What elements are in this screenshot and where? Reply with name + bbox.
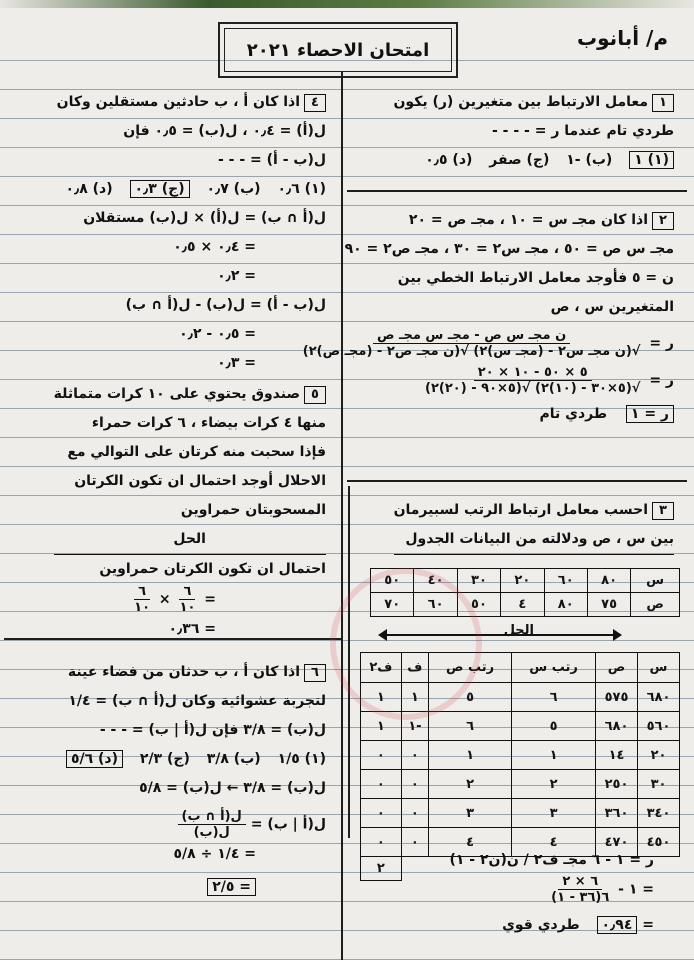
q3-row-x-label: س (631, 569, 680, 593)
sol-cell: ١ (401, 683, 428, 712)
q4-line1: اذا كان أ ، ب حادثين مستقلين وكان (56, 94, 300, 110)
q3-y-5: ٧٠ (371, 593, 414, 617)
sol-cell: ٢٠ (638, 741, 680, 770)
q1-option-b: (ب) -١ (566, 152, 613, 168)
q3-final-note: طردي قوي (502, 917, 580, 933)
sol-cell: ٥٧٥ (596, 683, 638, 712)
q5-frac-b (130, 584, 154, 615)
q4-option-d: (د) ٠٫٨ (65, 181, 113, 197)
q2-sub-numerator: ٥ × ٥٠ - ١٠ × ٢٠ (474, 365, 592, 381)
q6-option-d: (د) ٥/٦ (66, 750, 123, 768)
sol-cell: ١٤ (596, 741, 638, 770)
sol-cell: ٤ (512, 828, 596, 857)
q5-frac-b-num: ٦ (134, 584, 150, 600)
sol-cell: ١ (428, 741, 511, 770)
sol-cell: ٦ (428, 712, 511, 741)
sol-cell: ٠ (361, 828, 402, 857)
q2-formula (299, 328, 674, 359)
q3-y-3: ٥٠ (457, 593, 500, 617)
q6-step1: ل(ب) = ٣/٨ ← ل(ب) = ٥/٨ (139, 780, 326, 796)
sol-cell: ٠ (361, 770, 402, 799)
q6-step2-lhs: ل(أ | ب) = (250, 816, 326, 833)
top-photo-band (0, 0, 694, 8)
q6-line2: لتجربة عشوائية وكان ل(أ ∩ ب) = ١/٤ (68, 693, 326, 709)
sol-cell: ٣٠ (638, 770, 680, 799)
sol-cell: ٤٥٠ (638, 828, 680, 857)
sol-header-rank-y: رتب ص (428, 653, 511, 683)
q2-line1: اذا كان مجـ س = ١٠ ، مجـ ص = ٢٠ (408, 212, 648, 228)
q4-option-b: (ب) ٠٫٧ (206, 181, 261, 197)
faint-watermark-seal (330, 568, 482, 720)
q2-substitution (299, 365, 674, 396)
q3-step2-lhs: = ١ - (618, 881, 654, 898)
q1-number: ١ (652, 94, 674, 112)
q5-solution-label: الحل (54, 525, 326, 555)
q6-line3: ل(ب) = ٣/٨ فإن ل(أ | ب) = - - - (99, 722, 326, 738)
q4-option-a: (١) ٠٫٦ (277, 181, 326, 197)
q1-line2: طردي تام عندما ر = - - - - (492, 123, 674, 139)
q4-options (53, 175, 326, 204)
question-2 (299, 206, 674, 429)
q2-formula-numerator: ن مجـ س ص - مجـ س مجـ ص (373, 328, 570, 344)
q3-working (449, 846, 654, 939)
q3-y-4: ٦٠ (414, 593, 457, 617)
q3-step2-numerator: ٦ × ٢ (558, 874, 602, 890)
q3-y-0: ٧٥ (587, 593, 630, 617)
q3-step2-denominator: ٦(٣٦ - ١) (551, 890, 610, 905)
q3-x-0: ٨٠ (587, 569, 630, 593)
sol-cell: ٠ (361, 741, 402, 770)
q1-option-d: (د) ٠٫٥ (425, 152, 473, 168)
q2-sub-lhs: ر = (649, 372, 674, 389)
sol-cell: ٤ (428, 828, 511, 857)
q6-final: = ٢/٥ (207, 878, 256, 896)
q5-frac-b-den: ١٠ (134, 600, 151, 615)
q3-x-4: ٤٠ (414, 569, 457, 593)
sol-header-d2: ف٢ (361, 653, 402, 683)
question-6 (54, 658, 326, 902)
sol-cell: ١ (512, 741, 596, 770)
q6-step3: = ١/٤ ÷ ٥/٨ (173, 846, 256, 862)
exam-title-box (218, 22, 458, 78)
sol-cell: ٢٥٠ (596, 770, 638, 799)
sol-header-rank-x: رتب س (512, 653, 596, 683)
q3-line1: احسب معامل ارتباط الرتب لسبيرمان (393, 502, 648, 518)
q3-x-3: ٣٠ (457, 569, 500, 593)
q4-work-2: = ٠٫٤ × ٠٫٥ (173, 239, 256, 255)
q3-solution-label: الحل (503, 623, 534, 638)
q5-work1: احتمال ان تكون الكرتان حمراوين (99, 561, 326, 577)
table-row (361, 799, 680, 828)
question-3 (394, 496, 674, 555)
sol-cell: ٢ (512, 770, 596, 799)
q4-work-6: = ٠٫٣ (217, 355, 256, 371)
sol-total: ٢ (361, 857, 402, 881)
q3-final: ٠٫٩٤ (597, 916, 638, 934)
exam-title: امتحان الاحصاء ٢٠٢١ (246, 39, 430, 61)
q2-formula-denominator: √(ن مجـ س٢ - (مجـ س)٢) √(ن مجـ ص٢ - (مجـ ص)٢) (302, 344, 641, 359)
q3-x-1: ٦٠ (544, 569, 587, 593)
sol-cell: ٣ (428, 799, 511, 828)
sol-cell: ٠ (401, 799, 428, 828)
q3-x-2: ٢٠ (501, 569, 544, 593)
q5-line4: الاحلال أوجد احتمال ان تكون الكرتان (74, 473, 326, 489)
sol-cell: -١ (401, 712, 428, 741)
sol-cell: ٠ (401, 770, 428, 799)
q3-number: ٣ (652, 502, 674, 520)
sol-cell: ٣٤٠ (638, 799, 680, 828)
question-4 (53, 88, 326, 378)
q2-line3: ن = ٥ فأوجد معامل الارتباط الخطي بين (397, 270, 674, 286)
q5-frac-a-den: ١٠ (179, 600, 196, 615)
q3-y-2: ٤ (501, 593, 544, 617)
q2-number: ٢ (652, 212, 674, 230)
q3-final-line: = ٠٫٩٤ طردي قوي (502, 917, 654, 933)
q3-x-5: ٥٠ (371, 569, 414, 593)
q1-line1: معامل الارتباط بين متغيرين (ر) يكون (393, 94, 648, 110)
sol-cell: ٦ (512, 683, 596, 712)
q5-line1: صندوق يحتوي على ١٠ كرات متماثلة (53, 386, 300, 402)
q3-y-1: ٨٠ (544, 593, 587, 617)
table-row (361, 770, 680, 799)
q2-divider (347, 480, 687, 482)
sol-cell: ١ (361, 683, 402, 712)
sol-cell: ٣٦٠ (596, 799, 638, 828)
question-5 (54, 380, 326, 644)
q4-work-3: = ٠٫٢ (217, 268, 256, 284)
sol-cell: ٤٧٠ (596, 828, 638, 857)
teacher-name: م/ أبانوب (577, 26, 668, 50)
question-1 (393, 88, 674, 175)
q6-step2-denominator: ل(ب) (193, 825, 230, 840)
q6-line1: اذا كان أ ، ب حدثان من فضاء عينة (67, 664, 300, 680)
q5-line3: فإذا سحبت منه كرتان على التوالي مع (67, 444, 326, 460)
q2-result-note: طردي تام (539, 406, 608, 422)
q6-options (54, 745, 326, 774)
q4-work-1: ل(أ ∩ ب) = ل(أ) × ل(ب) مستقلان (83, 210, 326, 226)
sol-cell: ٠ (401, 741, 428, 770)
q2-sub-denominator: √(٥×٣٠ - (١٠)٢) √(٥×٩٠ - (٢٠)٢) (425, 381, 641, 396)
exam-paper (0, 8, 694, 960)
q3-step2 (449, 874, 654, 905)
q2-line4: المتغيرين س ، ص (550, 299, 674, 315)
q2-result: ر = ١ (626, 405, 674, 423)
sol-cell: ١ (361, 712, 402, 741)
q6-option-c: (ج) ٢/٣ (139, 751, 190, 767)
q4-number: ٤ (304, 94, 326, 112)
q3-step2-fraction (547, 874, 613, 905)
sol-header-d: ف (401, 653, 428, 683)
sol-header-x: س (638, 653, 680, 683)
q5-line5: المسحوبتان حمراوين (180, 502, 326, 518)
q3-row-y-label: ص (631, 593, 680, 617)
sol-cell: ٦٨٠ (596, 712, 638, 741)
q6-option-b: (ب) ٣/٨ (206, 751, 261, 767)
q5-result: = ٠٫٣٦ (168, 621, 216, 637)
q2-result-line (299, 400, 674, 429)
q5-line2: منها ٤ كرات بيضاء ، ٦ كرات حمراء (91, 415, 326, 431)
q2-line2: مجـ س ص = ٥٠ ، مجـ س٢ = ٣٠ ، مجـ ص٢ = ٩٠ (344, 241, 674, 257)
q4-work-5: = ٠٫٥ - ٠٫٢ (179, 326, 256, 342)
q1-option-c: (ج) صفر (489, 152, 550, 168)
q6-step2-fraction (178, 809, 246, 840)
q6-number: ٦ (304, 664, 326, 682)
q6-option-a: (١) ١/٥ (277, 751, 326, 767)
q3-line2: بين س ، ص ودلالته من البيانات الجدول (394, 525, 674, 555)
q5-number: ٥ (304, 386, 326, 404)
q6-step2 (54, 809, 326, 840)
sol-cell: ٢ (428, 770, 511, 799)
q4-line2: ل(أ) = ٠٫٤ ، ل(ب) = ٠٫٥ فإن (123, 123, 326, 139)
q4-option-c: (ج) ٠٫٣ (130, 180, 190, 198)
sol-cell: ٥ (428, 683, 511, 712)
q1-option-a: (١) ١ (629, 151, 674, 169)
q5-work2: = $\frac{٦}{١٠}$ × $\frac{٦}{١٠}$ (54, 584, 326, 615)
q2-formula-lhs: ر = (649, 335, 674, 352)
sol-cell: ٣ (512, 799, 596, 828)
q2-formula-fraction (299, 328, 645, 359)
q5-frac-a (176, 584, 200, 615)
table-row (361, 741, 680, 770)
sol-cell: ٦٨٠ (638, 683, 680, 712)
q1-divider (347, 190, 687, 192)
q4-work-4: ل(ب - أ) = ل(ب) - ل(أ ∩ ب) (125, 297, 326, 313)
sol-cell: ٠ (401, 828, 428, 857)
q6-step2-numerator: ل(أ ∩ ب) (178, 809, 246, 825)
q5-frac-a-num: ٦ (179, 584, 195, 600)
q2-sub-fraction (421, 365, 644, 396)
sol-header-y: ص (596, 653, 638, 683)
sol-cell: ٥ (512, 712, 596, 741)
sol-cell: ٥٦٠ (638, 712, 680, 741)
sol-cell: ٠ (361, 799, 402, 828)
q4-line3: ل(ب - أ) = - - - (217, 152, 326, 168)
q1-options (393, 146, 674, 175)
q3-step1: ر = ١ - ٦ مجـ ف٢ / ن(ن٢ - ١) (449, 852, 654, 868)
